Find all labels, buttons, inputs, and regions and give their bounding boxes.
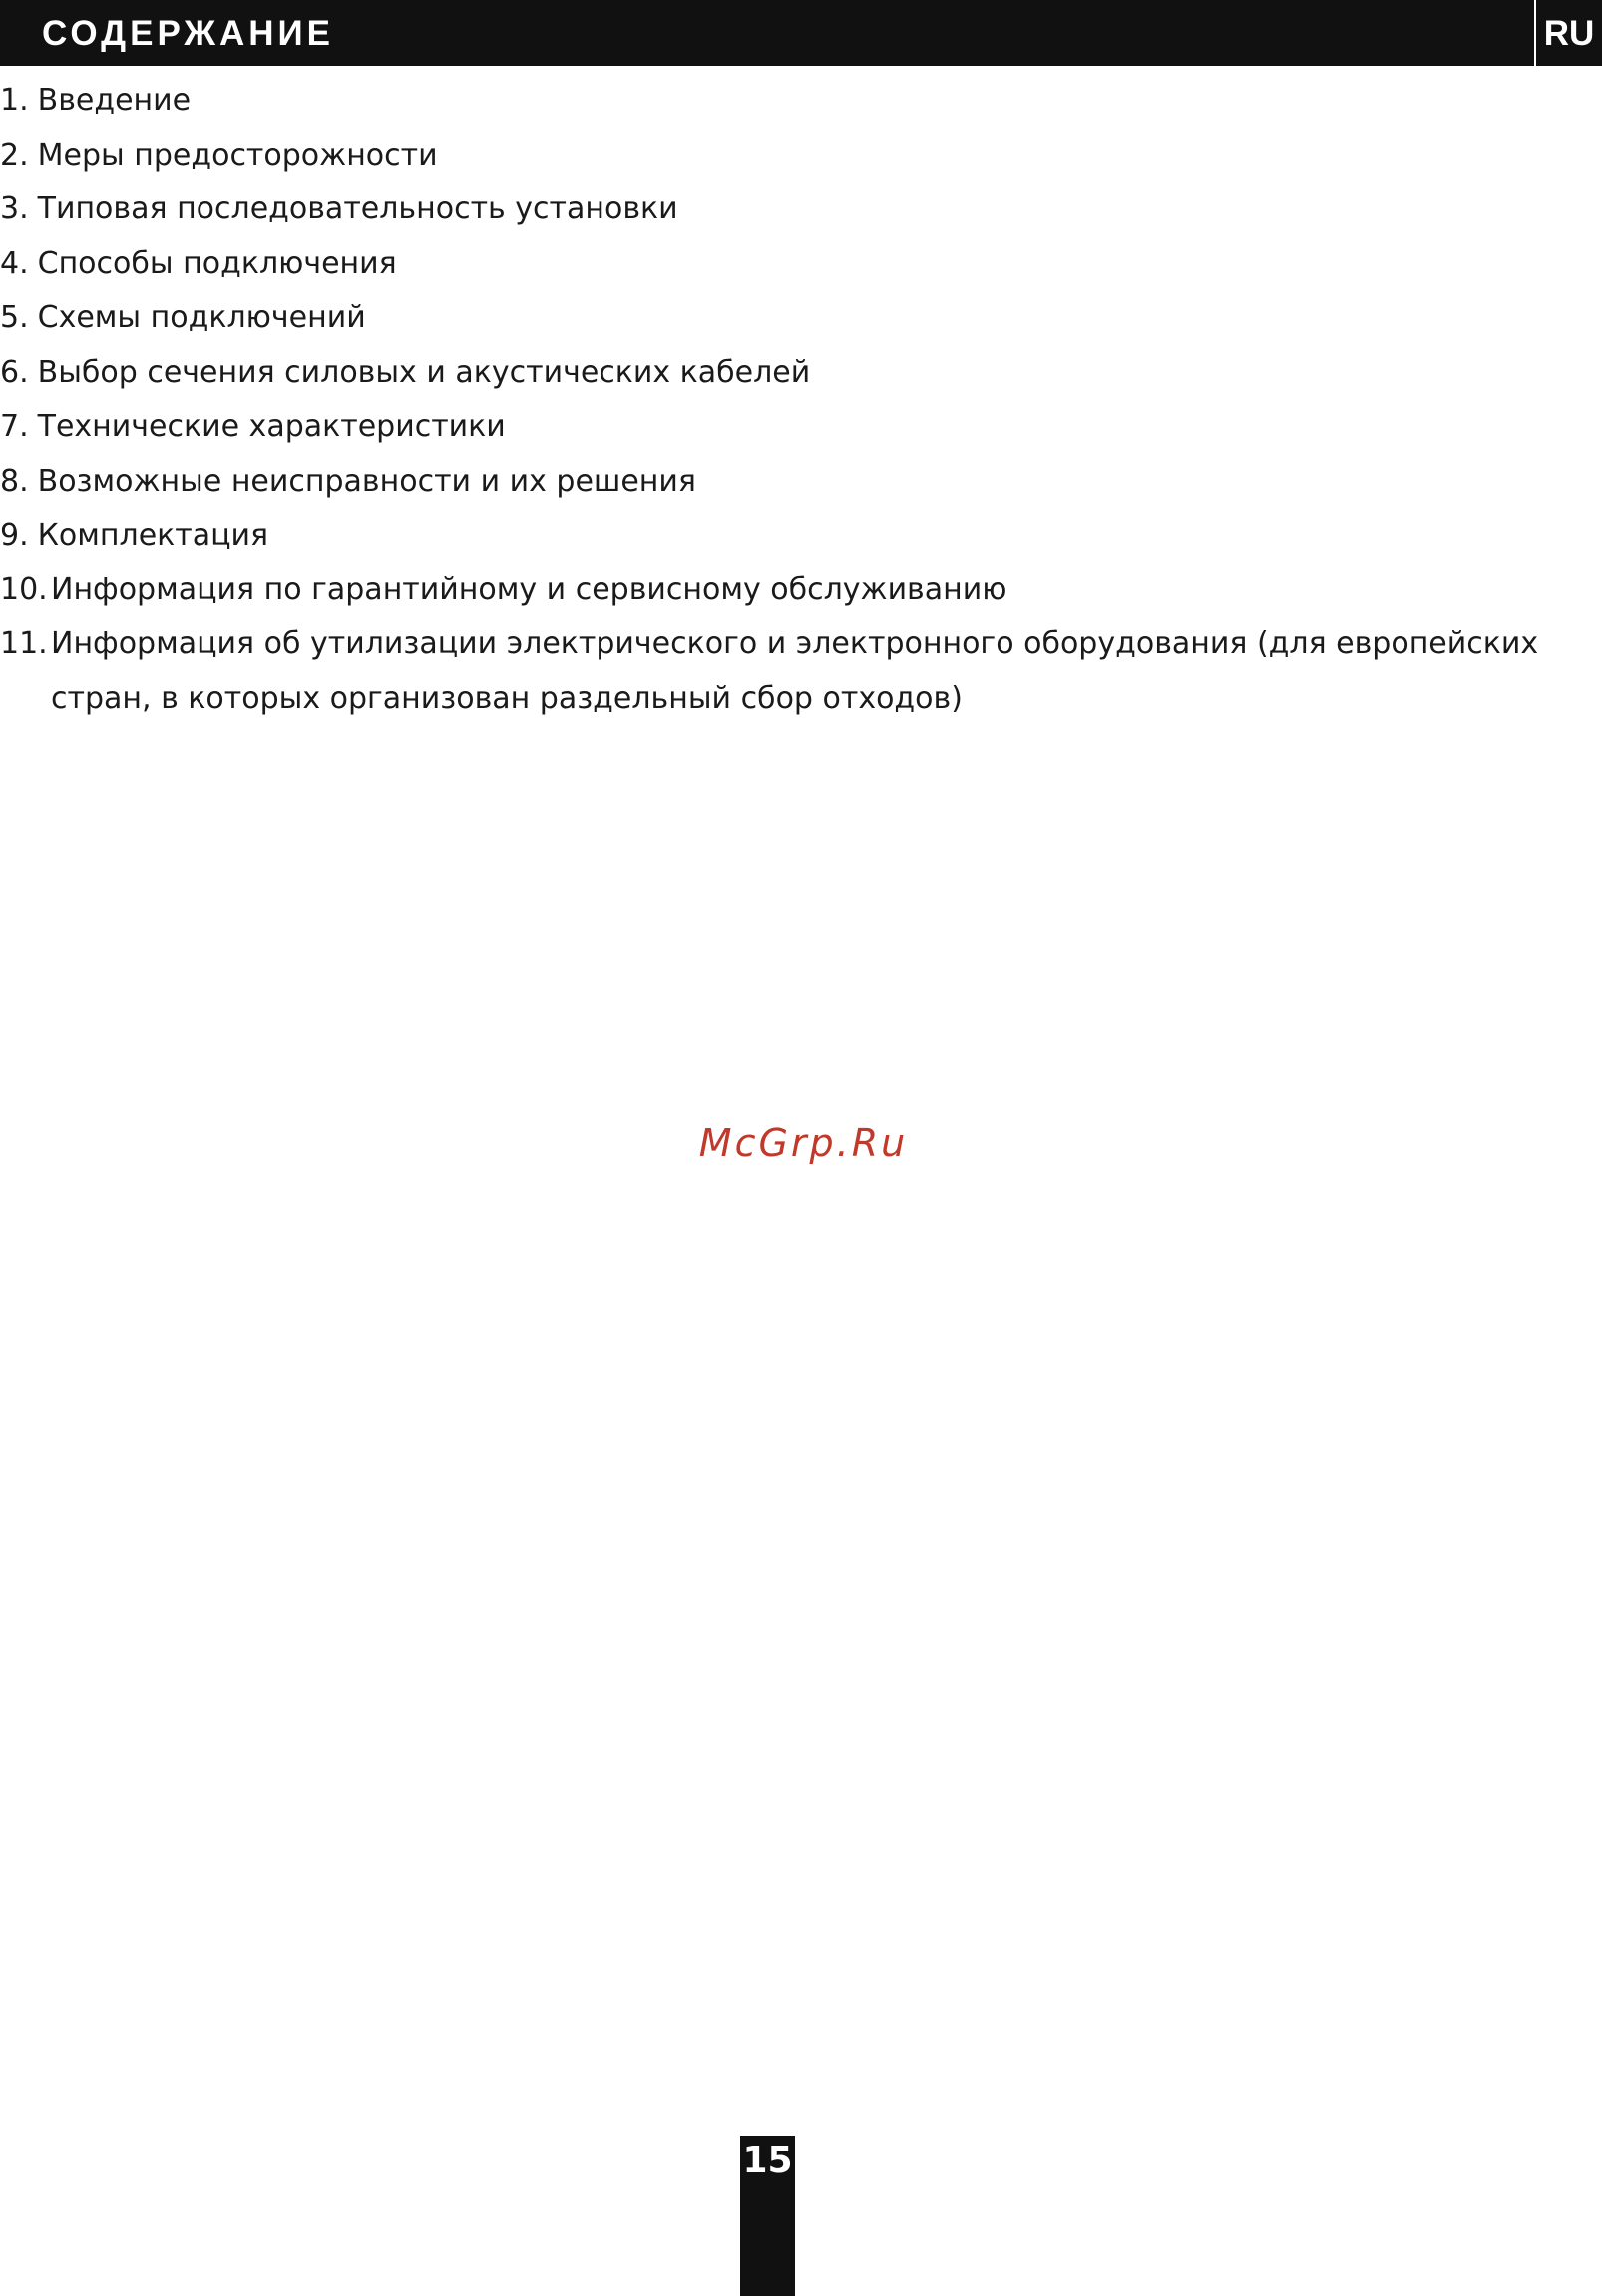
toc-item-number: 5. <box>0 300 29 335</box>
page-number-tab <box>740 2136 795 2296</box>
toc-item <box>0 129 1556 184</box>
toc-item <box>0 564 1556 618</box>
toc-item-number: 6. <box>0 354 29 390</box>
toc-item <box>0 455 1556 510</box>
toc-item-title: Информация об утилизации электрического и электронного оборудования (для европейских стран, в которых организован раздельный сбор отходов) <box>51 626 1539 716</box>
toc-item-title: Выбор сечения силовых и акустических кабелей <box>37 354 811 390</box>
toc-item-number: 7. <box>0 409 29 444</box>
toc-item-title: Схемы подключений <box>37 300 366 335</box>
toc-item-number: 9. <box>0 518 29 553</box>
toc-item-number: 1. <box>0 83 29 118</box>
page-title: СОДЕРЖАНИЕ <box>42 14 335 53</box>
toc-item <box>0 617 1556 726</box>
toc-item-title: Комплектация <box>37 518 269 553</box>
toc-item <box>0 237 1556 292</box>
toc-item-title: Введение <box>37 83 192 118</box>
toc-item <box>0 291 1556 346</box>
toc-item-title: Возможные неисправности и их решения <box>37 463 696 499</box>
toc-item-title: Типовая последовательность установки <box>37 191 678 226</box>
toc-item-title: Способы подключения <box>37 245 397 281</box>
toc-item <box>0 74 1556 129</box>
toc-item-number: 3. <box>0 191 29 226</box>
header-bar <box>0 0 1534 66</box>
watermark <box>0 1121 1602 1165</box>
toc-item-number: 4. <box>0 245 29 281</box>
toc-item <box>0 509 1556 564</box>
toc-item-title: Информация по гарантийному и сервисному обслуживанию <box>51 572 1007 607</box>
toc-item <box>0 346 1556 401</box>
page-number: 15 <box>742 2140 793 2181</box>
table-of-contents <box>0 74 1556 726</box>
language-badge: RU <box>1536 0 1602 66</box>
toc-item-title: Технические характеристики <box>37 409 506 444</box>
toc-item <box>0 400 1556 455</box>
toc-item <box>0 183 1556 237</box>
toc-item-number: 11. <box>0 626 48 661</box>
toc-item-title: Меры предосторожности <box>37 137 438 173</box>
watermark-text: McGrp.Ru <box>698 1121 909 1165</box>
toc-item-number: 10. <box>0 572 48 607</box>
toc-item-number: 8. <box>0 463 29 499</box>
toc-item-number: 2. <box>0 137 29 173</box>
